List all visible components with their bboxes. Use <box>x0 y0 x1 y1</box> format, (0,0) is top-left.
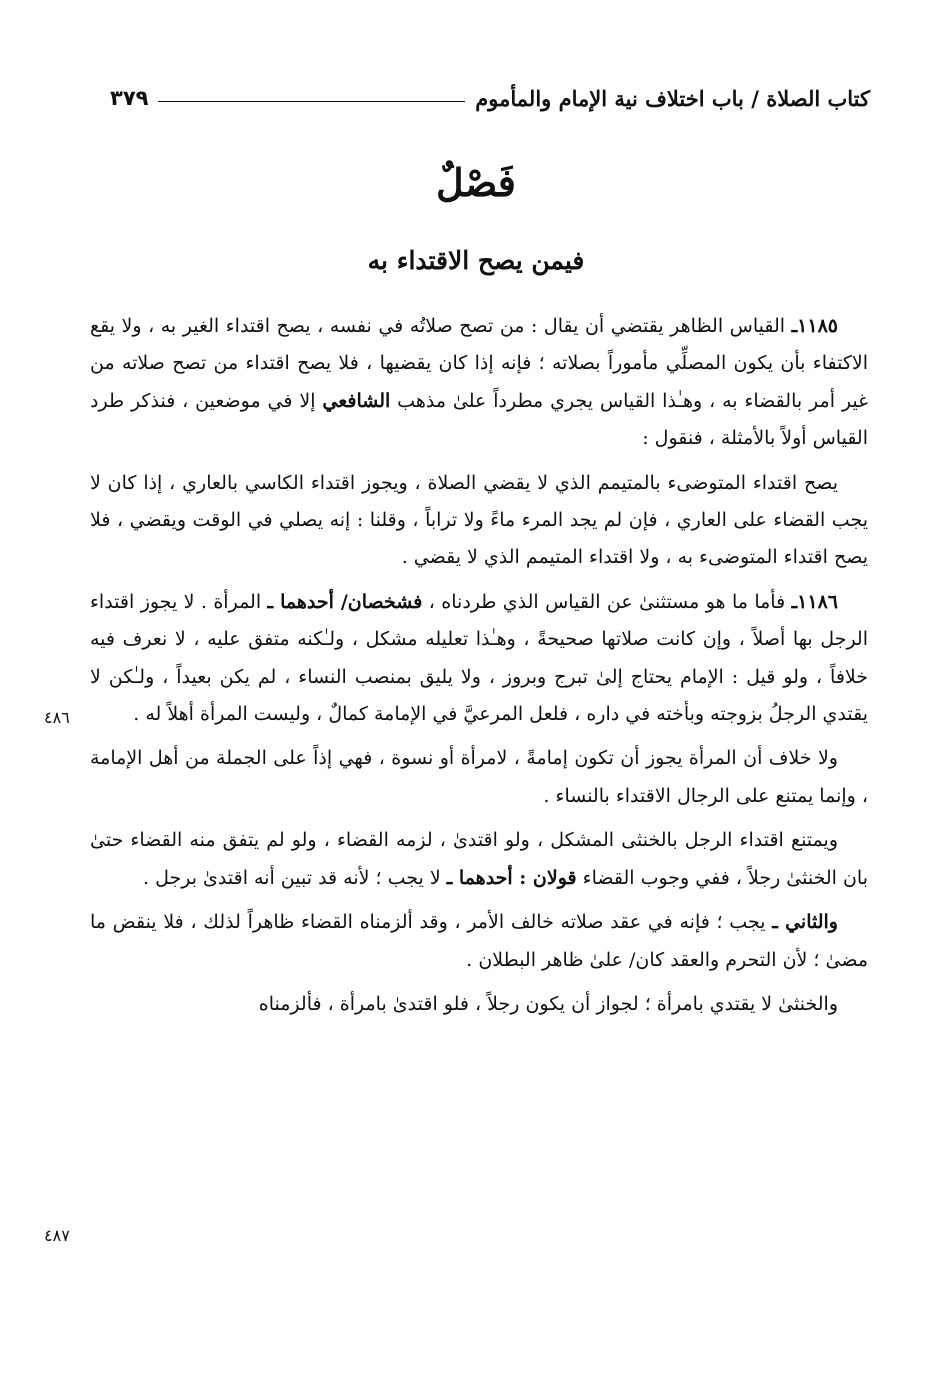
paragraph-text: يصح اقتداء المتوضىء بالمتيمم الذي لا يقضي الصلاة ، ويجوز اقتداء الكاسي بالعاري ، إذا كان لا يجب القضاء على العاري ، فإن لم يجد المرء ماءً ولا تراباً ، وقلنا : إنه يصلي في الوقت ويقضي ، فلا يصح اقتداء المتوضىء به ، ولا اقتداء المتيمم الذي لا يقضي . <box>90 471 868 569</box>
paragraph-text: يجب ؛ فإنه في عقد صلاته خالف الأمر ، وقد ألزمناه القضاء ظاهراً لذلك ، فلا ينقض ما مضىٰ ؛ لأن التحرم والعقد كان/ علىٰ ظاهر البطلان . <box>90 911 868 971</box>
bold-phrase: فشخصان/ أحدهما ـ <box>267 590 423 613</box>
paragraph-text-tail: المرأة . لا يجوز اقتداء الرجل بها أصلاً ، وإن كانت صلاتها صحيحةً ، وهـٰذا تعليله مشكل ، ولـٰكنه متفق عليه ، لا نعرف فيه خلافاً ، ولو قيل : الإمام يحتاج إلىٰ تبرج وبروز ، ولا يليق بمنصب النساء ، لم يكن بعيداً ، ولـٰكن لا يقتدي الرجلُ بزوجته وبأخته في داره ، فلعل المرعيَّ في الإمامة كمالٌ ، وليست المرأة أهلاً له . <box>90 590 868 726</box>
paragraph-text-tail: إلا في موضعين ، فنذكر طرد القياس أولاً بالأمثلة ، فنقول : <box>90 389 868 450</box>
paragraph <box>90 822 868 897</box>
paragraph-text: القياس الظاهر يقتضي أن يقال : من تصح صلاتُه في نفسه ، يصح اقتداء الغير به ، ولا يقع الاكتفاء بأن يكون المصلِّي مأموراً بصلاته ؛ فإنه إذا كان يقضيها ، فلا يصح اقتداء من تصح صلاته من غير أمر بالقضاء به ، وهـٰذا القياس يجري مطرداً علىٰ مذهب <box>90 315 869 412</box>
header-rule <box>158 101 465 102</box>
section-title: فيمن يصح الاقتداء به <box>367 246 585 275</box>
paragraph <box>90 740 868 815</box>
page-number: ٣٧٩ <box>110 86 149 110</box>
bold-phrase: قولان : أحدهما ـ <box>446 866 577 889</box>
margin-note: ٤٨٦ <box>44 708 70 727</box>
paragraph <box>90 465 868 577</box>
paragraph-text-tail: لا يجب ؛ لأنه قد تبين أنه اقتدىٰ برجل . <box>143 866 447 889</box>
paragraph <box>90 986 868 1023</box>
bold-name: الشافعي <box>322 389 391 412</box>
paragraph-text: فأما ما هو مستثنىٰ عن القياس الذي طردناه ، <box>422 590 792 613</box>
paragraph-1186 <box>90 584 868 734</box>
paragraph-text: والخنثىٰ لا يقتدي بامرأة ؛ لجواز أن يكون رجلاً ، فلو اقتدىٰ بامرأة ، فألزمناه <box>258 992 838 1015</box>
running-head: كتاب الصلاة / باب اختلاف نية الإمام والمأموم <box>475 85 870 111</box>
body-text <box>90 308 868 1030</box>
page-header <box>110 80 870 116</box>
paragraph-number: ١١٨٥ـ <box>791 315 838 337</box>
ornament-title: فَصْلٌ <box>436 160 516 205</box>
paragraph-text: ولا خلاف أن المرأة يجوز أن تكون إمامةً ، لامرأة أو نسوة ، فهي إذاً على الجملة من أهل الإمامة ، وإنما يمتنع على الرجال الاقتداء بالنساء . <box>90 747 868 807</box>
margin-note: ٤٨٧ <box>44 1226 70 1245</box>
paragraph-1185 <box>90 308 868 458</box>
bold-lead: والثاني ـ <box>772 911 838 934</box>
paragraph <box>90 904 868 979</box>
paragraph-number: ١١٨٦ـ <box>791 590 838 613</box>
paragraph-text: ويمتنع اقتداء الرجل بالخنثى المشكل ، ولو اقتدىٰ ، لزمه القضاء ، ولو لم يتفق منه القضاء حتىٰ بان الخنثىٰ رجلاً ، ففي وجوب القضاء <box>90 829 868 889</box>
